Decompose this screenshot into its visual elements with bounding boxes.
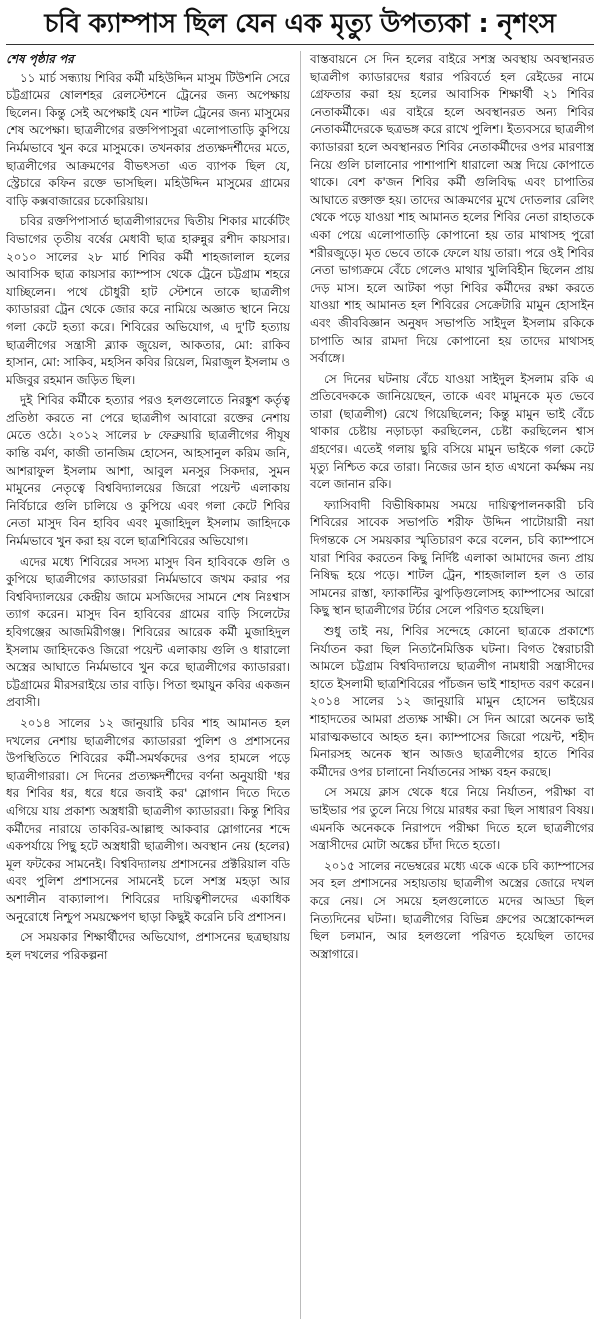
article-headline: চবি ক্যাম্পাস ছিল যেন এক মৃত্যু উপত্যকা : নৃশংস <box>6 4 594 45</box>
right-column <box>300 51 594 1319</box>
paragraph: শুধু তাই নয়, শিবির সন্দেহে কোনো ছাত্রকে প্রকাশ্যে নির্যাতন করা ছিল নিত্যনৈমিত্তিক ঘটনা। বিগত স্বৈরাচারী আমলে চট্টগ্রাম বিশ্ববিদ্যালয়ে ছাত্রলীগ নামধারী সন্ত্রাসীদের হাতে ইসলামী ছাত্রশিবিরের পাঁচজন ভাই শাহাদত বরণ করেন। ২০১৪ সালের ১২ জানুয়ারি মামুন হোসেন ভাইয়ের শাহাদতের আমরা প্রত্যক্ষ সাক্ষী। সে দিন আরো অনেক ভাই মারাত্মকভাবে আহত হন। ক্যাম্পাসের জিরো পয়েন্ট, শহীদ মিনারসহ অনেক স্থান আজও ছাত্রলীগের হাতে শিবির কর্মীদের ওপর চালানো নির্যাতনের সাক্ষ্য বহন করছে। <box>310 624 594 779</box>
paragraph: ২০১৪ সালের ১২ জানুয়ারি চবির শাহ আমানত হল দখলের নেশায় ছাত্রলীগের ক্যাডাররা পুলিশ ও প্রশাসনের উপস্থিতিতে শিবিরের কর্মী-সমর্থকদের ওপর হামলে পড়ে ছাত্রলীগাররা। সে দিনের প্রত্যক্ষদর্শীদের বর্ণনা অনুযায়ী 'ধর ধর শিবির ধর, ধরে ধরে জবাই কর' স্লোগান দিতে দিতে এগিয়ে যায় প্রকাশ্য অস্ত্রধারী ছাত্রলীগ ক্যাডাররা। কিন্তু শিবির কর্মীদের নারায়ে তাকবির-আল্লাহু আকবার স্লোগানের শব্দে একপর্যায়ে পিছু হটে অস্ত্রধারী ছাত্রলীগ। অবস্থান নেয় (হলের) মূল ফটকের সামনেই। বিশ্ববিদ্যালয় প্রশাসনের প্রক্টরিয়াল বডি এবং পুলিশ প্রশাসনের সামনেই চলে সশস্ত্র মহড়া আর অশালীন বাক্যালাপ। শিবিরের দায়িত্বশীলদের একাধিক অনুরোধে নিশ্চুপ সময়ক্ষেপণ ছাড়া কিছুই করেনি চবি প্রশাসন। <box>6 715 290 924</box>
newspaper-clipping <box>4 4 596 1325</box>
paragraph: সে দিনের ঘটনায় বেঁচে যাওয়া সাইদুল ইসলাম রকি এ প্রতিবেদককে জানিয়েছেন, তাকে এবং মামুনকে মৃত ভেবে তারা (ছাত্রলীগ) রেখে গিয়েছিলেন; কিন্তু মামুন ভাই বেঁচে থাকার চেষ্টায় নড়াচড়া করছিলেন, চেষ্টা করছিলেন শ্বাস গ্রহণের। এতেই গলায় ছুরি বসিয়ে মামুন ভাইকে গলা কেটে মৃত্যু নিশ্চিত করে তারা। নিজের ডান হাত এখনো কর্মক্ষম নয় বলে জানান রকি। <box>310 371 594 492</box>
left-column <box>6 51 290 1319</box>
paragraph: ১১ মার্চ সন্ধ্যায় শিবির কর্মী মহিউদ্দিন মাসুম টিউশনি সেরে চট্টগ্রামের ষোলশহর রেলস্টেশনে ট্রেনের জন্য অপেক্ষায় ছিলেন। কিন্তু সেই অপেক্ষাই যেন শাটল ট্রেনের জন্য মাসুমের শেষ অপেক্ষা। ছাত্রলীগের রক্তপিপাসুরা এলোপাতাড়ি কুপিয়ে নির্মমভাবে খুন করে মাসুমকে। তখনকার প্রত্যক্ষদর্শীদের মতে, ছাত্রলীগের আক্রমণের বীভৎসতা এত ব্যাপক ছিল যে, স্ট্রেচারে কফিন রক্তে ভাসছিল। মহিউদ্দিন মাসুমের গ্রামের বাড়ি কক্সবাজারের চকোরিয়ায়। <box>6 70 290 208</box>
paragraph: ২০১৫ সালের নভেম্বরের মধ্যে একে একে চবি ক্যাম্পাসের সব হল প্রশাসনের সহায়তায় ছাত্রলীগ অস্ত্রের জোরে দখল করে নেয়। সে সময়ে হলগুলোতে মদের আড্ডা ছিল নিত্যদিনের ঘটনা। ছাত্রলীগের বিভিন্ন গ্রুপের অস্ত্রোকোন্দল ছিল চলমান, আর হলগুলো পরিণত হয়েছিল তাদের অস্ত্রাগারে। <box>310 858 594 961</box>
paragraph: দুই শিবির কর্মীকে হত্যার পরও হলগুলোতে নিরঙ্কুশ কর্তৃত্ব প্রতিষ্ঠা করতে না পেরে ছাত্রলীগ আবারো রক্তের নেশায় মেতে ওঠে। ২০১২ সালের ৮ ফেব্রুয়ারি ছাত্রলীগের পীযূষ কান্তি বর্মণ, কাজী তানজিম হোসেন, আহসানুল করিম জনি, আশরাফুল ইসলাম আশা, আবুল মনসুর সিকদার, সুমন মামুনের নেতৃত্বে বিশ্ববিদ্যালয়ের জিরো পয়েন্ট এলাকায় নির্বিচারে গুলি চালিয়ে ও কুপিয়ে এবং গলা কেটে শিবির নেতা মাসুদ বিন হাবিব এবং মুজাহিদুল ইসলাম জাহিদকে নির্মমভাবে খুন করা হয় বলে ছাত্রশিবিরের অভিযোগ। <box>6 393 290 549</box>
paragraph: চবির রক্তপিপাসার্ত ছাত্রলীগারদের দ্বিতীয় শিকার মার্কেটিং বিভাগের তৃতীয় বর্ষের মেধাবী ছাত্র হারুন্নুর রশীদ কায়সার। ২০১০ সালের ২৮ মার্চ শিবির কর্মী শাহজালাল হলের আবাসিক ছাত্র কায়সার ক্যাম্পাস থেকে ট্রেনে চট্টগ্রাম শহরে যাচ্ছিলেন। পথে চৌধুরী হাট স্টেশনে তাকে ছাত্রলীগ ক্যাডাররা ট্রেন থেকে জোর করে নামিয়ে অজ্ঞাত স্থানে নিয়ে গলা কেটে হত্যা করে। শিবিরের অভিযোগ, এ দু'টি হত্যায় ছাত্রলীগের সন্ত্রাসী ব্ল্যাক জুয়েল, আকতার, মো: রাকিব হাসান, মো: সাকিব, মহসিন কবির রিয়েল, মিরাজুল ইসলাম ও মজিবুর রহমান জড়িত ছিল। <box>6 214 290 387</box>
continued-label: শেষ পৃষ্ঠার পর <box>6 52 74 66</box>
paragraph: সে সময়ে ক্লাস থেকে ধরে নিয়ে নির্যাতন, পরীক্ষা বা ভাইভার পর তুলে নিয়ে গিয়ে মারধর করা ছিল সাধারণ বিষয়। এমনকি অনেককে নিরাপদে পরীক্ষা দিতে হলে ছাত্রলীগের সন্ত্রাসীদের মোটা অঙ্কের চাঁদা দিতে হতো। <box>310 785 594 853</box>
paragraph: ফ্যাসিবাদী বিভীষিকাময় সময়ে দায়িত্বপালনকারী চবি শিবিরের সাবেক সভাপতি শরীফ উদ্দিন পাটোয়ারী নয়া দিগন্তকে সে সময়কার স্মৃতিচারণ করে বলেন, চবি ক্যাম্পাসে যারা শিবির করতেন কিছু নির্দিষ্ট এলাকা আমাদের জন্য প্রায় নিষিদ্ধ হয়ে পড়ে। শাটল ট্রেন, শাহজালাল হল ও তার সামনের রাস্তা, ফ্যাকাল্টির ঝুপড়িগুলোসহ ক্যাম্পাসের আরো কিছু স্থান ছাত্রলীগের টর্চার সেলে পরিণত হয়েছিল। <box>310 497 594 618</box>
paragraph: সে সময়কার শিক্ষার্থীদের অভিযোগ, প্রশাসনের ছত্রছায়ায় হল দখলের পরিকল্পনা <box>6 930 290 962</box>
paragraph: বাস্তবায়নে সে দিন হলের বাইরে সশস্ত্র অবস্থায় অবস্থানরত ছাত্রলীগ ক্যাডারদের ধরার পরিবর্তে হল রেইডের নামে গ্রেফতার করা হয় হলের আবাসিক শিক্ষার্থী ২১ শিবির নেতাকর্মীকে। এর বাইরে হলে অবস্থানরত অন্য শিবির নেতাকর্মীদেরকে ছত্রভঙ্গ করে রাখে পুলিশ। ইত্যবসরে ছাত্রলীগ ক্যাডাররা হলে অবস্থানরত শিবির নেতাকর্মীদের ওপর মারণাস্ত্র নিয়ে গুলি চালানোর পাশাপাশি ধারালো অস্ত্র দিয়ে কোপাতে থাকে। বেশ ক'জন শিবির কর্মী গুলিবিদ্ধ এবং চাপাতির আঘাতে রক্তাক্ত হয়। তাদের আক্রমণের মুখে দোতলার রেলিং থেকে পড়ে যাওয়া শাহ আমানত হলের শিবির নেতা রাহাতকে একা পেয়ে এলোপাতাড়ি কোপানো হয় তার মাথাসহ পুরো শরীরজুড়ে। মৃত ভেবে তাকে ফেলে যায় তারা। পরে ওই শিবির নেতা ভাগ্যক্রমে বেঁচে গেলেও মাথার খুলিবিহীন ছিলেন প্রায় দেড় মাস। হলে আটকা পড়া শিবির কর্মীদের রক্ষা করতে যাওয়া শাহ আমানত হল শিবিরের সেক্রেটারি মামুন হোসাইন এবং জীববিজ্ঞান অনুষদ সভাপতি সাইদুল ইসলাম রকিকে চাপাতি আর রামদা দিয়ে কোপানো হয় তাদের মাথাসহ সর্বাঙ্গে। <box>310 52 594 366</box>
paragraph: এদের মধ্যে শিবিরের সদস্য মাসুদ বিন হাবিবকে গুলি ও কুপিয়ে ছাত্রলীগের ক্যাডাররা নির্মমভাবে জখম করার পর বিশ্ববিদ্যালয়ের কেন্দ্রীয় জামে মসজিদের সামনে শেষ নিঃশ্বাস ত্যাগ করেন। মাসুদ বিন হাবিবের গ্রামের বাড়ি সিলেটের হবিগঞ্জের আজমিরীগঞ্জ। শিবিরের আরেক কর্মী মুজাহিদুল ইসলাম জাহিদকেও জিরো পয়েন্ট এলাকায় গুলি ও ধারালো অস্ত্রের আঘাতে নির্মমভাবে খুন করে ছাত্রলীগের ক্যাডাররা। চট্টগ্রামের মীরসরাইয়ে তার বাড়ি। পিতা হুমায়ুন কবির একজন প্রবাসী। <box>6 554 290 710</box>
article-body <box>4 51 596 1319</box>
